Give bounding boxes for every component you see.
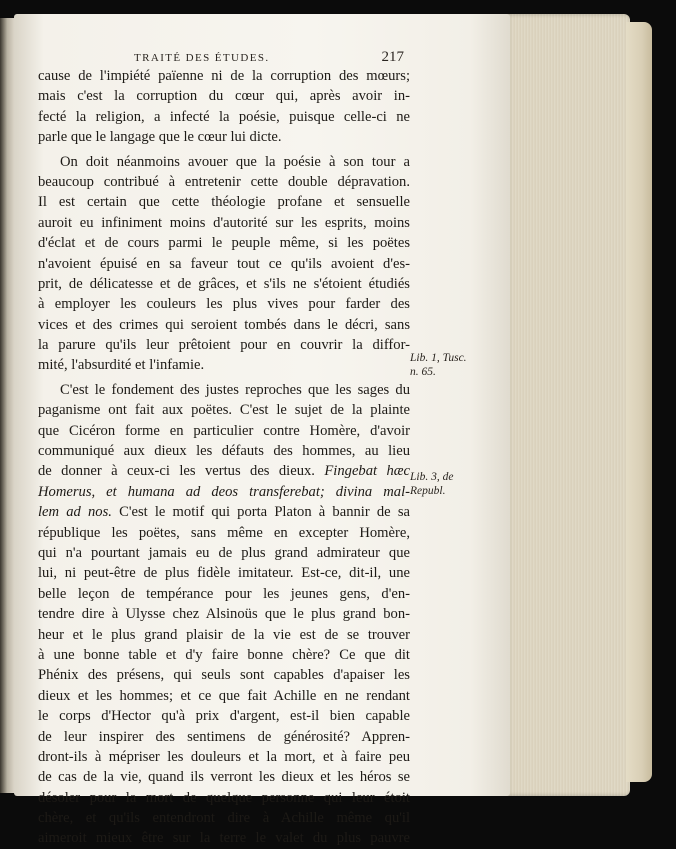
line-text: désoler pour la mort de quelque personne qui leur étoit — [38, 789, 410, 806]
line-text: auroit eu infiniment moins d'autorité sur les esprits, moins — [38, 214, 410, 231]
text-line — [38, 461, 410, 481]
line-text: prit, de délicatesse et de grâces, et s'ils ne s'étoient étudiés — [38, 275, 410, 292]
text-line — [38, 192, 410, 212]
line-text: d'éclat et de cours parmi le peuple même, si les poëtes — [38, 235, 410, 252]
text-line — [38, 66, 410, 86]
text-line — [38, 482, 410, 502]
line-text: parle que le langage que le cœur lui dicte. — [38, 129, 282, 146]
running-title: TRAITÉ DES ÉTUDES. — [134, 52, 270, 64]
text-line — [38, 315, 410, 335]
text-line — [38, 727, 410, 747]
text-line — [38, 380, 410, 400]
text-line — [38, 808, 410, 828]
line-text: la parure qu'ils leur prêtoient pour en couvrir la diffor- — [38, 337, 410, 354]
line-text: On doit néanmoins avouer que la poésie à son tour a — [60, 153, 410, 170]
text-line — [38, 172, 410, 192]
latin-quote: Homerus, et humana ad deos transferebat; divina mal- — [38, 483, 410, 500]
body-text — [38, 66, 410, 849]
text-line — [38, 152, 410, 172]
text-line — [38, 584, 410, 604]
line-text: de leur inspirer des sentimens de générosité? Appren- — [38, 728, 410, 745]
line-text: tendre dire à Ulysse chez Alsinoüs que le plus grand bon- — [38, 606, 410, 623]
text-line — [38, 706, 410, 726]
margin-note-republ-line1: Lib. 3, de — [410, 471, 454, 483]
text-line — [38, 645, 410, 665]
line-text: le corps d'Hector qu'à prix d'argent, est-il bien capable — [38, 708, 410, 725]
line-text: qui n'a pourtant jamais eu de plus grand admirateur que — [38, 544, 410, 561]
line-text: fecté la religion, a infecté la poésie, puisque celle-ci ne — [38, 108, 410, 125]
text-line — [38, 604, 410, 624]
line-text: n'avoient épuisé en sa faveur tout ce qu'ils avoient d'es- — [38, 255, 410, 272]
line-text: C'est le fondement des justes reproches que les sages du — [60, 381, 410, 398]
text-line — [38, 274, 410, 294]
line-text: Phénix des présens, qui seuls sont capables d'apaiser les — [38, 667, 410, 684]
text-line — [38, 400, 410, 420]
text-line — [38, 233, 410, 253]
margin-note-tusc — [410, 351, 467, 379]
line-text: chère, et qu'ils entendront dire à Achille même qu'il — [38, 810, 410, 827]
page-number: 217 — [381, 49, 404, 65]
text-line — [38, 828, 410, 848]
line-text: belle leçon de tempérance pour les jeunes gens, d'en- — [38, 585, 410, 602]
text-line — [38, 335, 410, 355]
text-line — [38, 788, 410, 808]
line-text: dront-ils à mépriser les douleurs et la mort, et à faire peu — [38, 748, 410, 765]
text-line — [38, 86, 410, 106]
line-text: de donner à ceux-ci les vertus des dieux. — [38, 463, 315, 480]
text-line — [38, 502, 410, 522]
latin-quote: lem ad nos. — [38, 504, 112, 521]
margin-note-republ-line2: Republ. — [410, 485, 446, 497]
line-text: que Cicéron forme en particulier contre Homère, d'avoir — [38, 422, 410, 439]
text-line — [38, 767, 410, 787]
line-text: de cas de la vie, quand ils verront les dieux et les héros se — [38, 769, 410, 786]
text-line — [38, 421, 410, 441]
line-text: paganisme ont fait aux poëtes. C'est le sujet de la plainte — [38, 402, 410, 419]
line-text: cause de l'impiété païenne ni de la corruption des mœurs; — [38, 68, 410, 84]
text-line — [38, 107, 410, 127]
text-line — [38, 523, 410, 543]
text-line — [38, 127, 410, 147]
book-page-edges — [506, 14, 630, 796]
line-text: mais c'est la corruption du cœur qui, après avoir in- — [38, 88, 410, 105]
line-text: à une bonne table et d'y faire bonne chère? Ce que dit — [38, 646, 410, 663]
text-line — [38, 686, 410, 706]
line-text: beaucoup contribué à entretenir cette double dépravation. — [38, 173, 410, 190]
text-line — [38, 563, 410, 583]
text-line — [38, 665, 410, 685]
text-line — [38, 254, 410, 274]
text-line — [38, 747, 410, 767]
line-text: vices et des crimes qui seroient tombés dans le décri, sans — [38, 316, 410, 333]
text-line — [38, 355, 410, 375]
line-text: dieux et les hommes; et ce que fait Achille en ne rendant — [38, 687, 410, 704]
line-text: à employer les couleurs les plus vives pour farder des — [38, 296, 410, 313]
line-text: aimeroit mieux être sur la terre le valet du plus pauvre — [38, 830, 410, 847]
text-line — [38, 294, 410, 314]
line-text: Il est certain que cette théologie profane et sensuelle — [38, 194, 410, 211]
line-text: heur et le plus grand plaisir de la vie est de se trouver — [38, 626, 410, 643]
text-line — [38, 213, 410, 233]
line-text: communiqué aux dieux les défauts des hommes, au lieu — [38, 443, 410, 460]
margin-note-republ — [410, 470, 453, 498]
line-text: lui, ni peut-être de plus fidèle imitateur. Est-ce, dit-il, une — [38, 565, 410, 582]
text-line — [38, 625, 410, 645]
line-text: république les poëtes, sans même en excepter Homère, — [38, 524, 410, 541]
text-line — [38, 543, 410, 563]
line-text: mité, l'absurdité et l'infamie. — [38, 357, 205, 374]
text-line — [38, 441, 410, 461]
margin-note-tusc-line1: Lib. 1, Tusc. — [410, 352, 467, 364]
margin-note-tusc-line2: n. 65. — [410, 366, 436, 378]
latin-quote: Fingebat hæc — [324, 463, 410, 480]
line-text: C'est le motif qui porta Platon à bannir de sa — [111, 504, 410, 521]
